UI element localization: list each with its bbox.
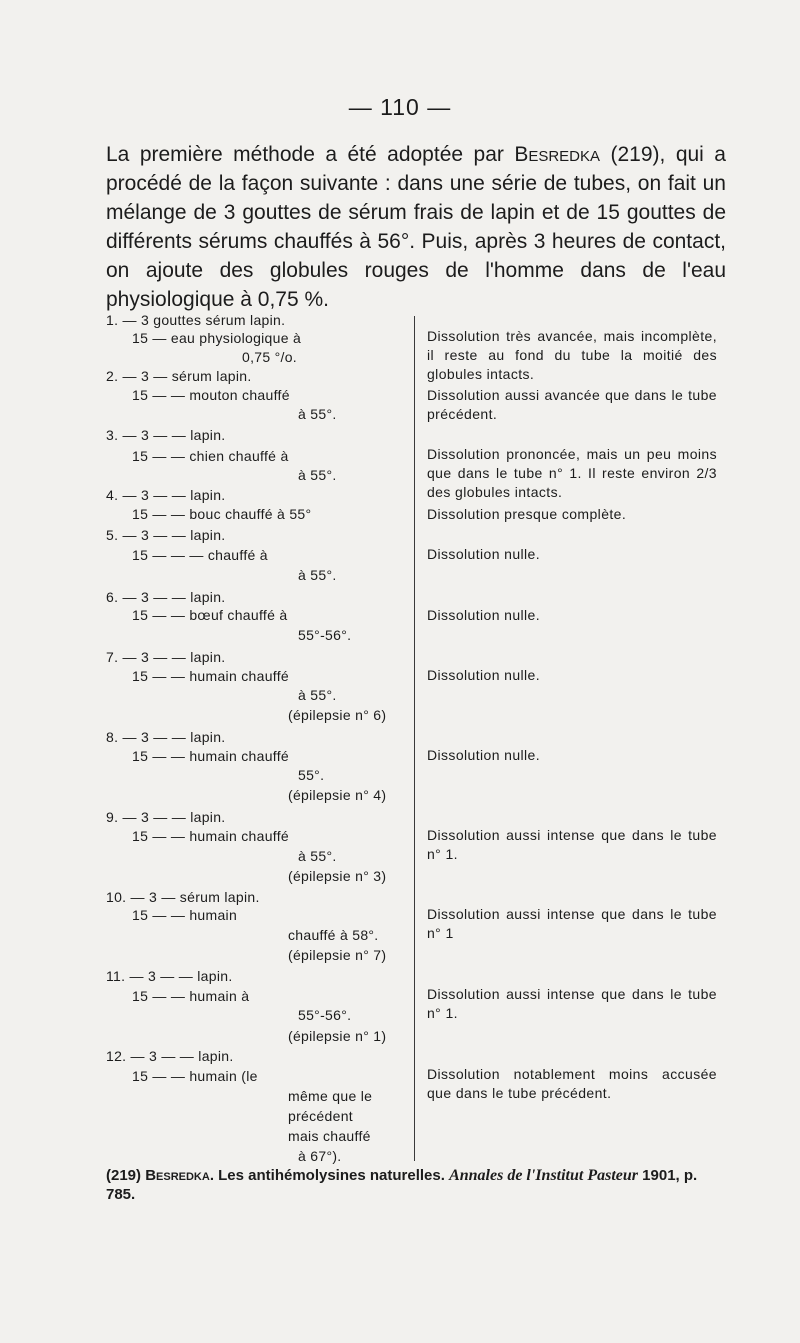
experiment-line: 8. — 3 — — lapin. bbox=[106, 729, 226, 745]
experiment-line: mais chauffé bbox=[288, 1128, 371, 1144]
experiment-line: 7. — 3 — — lapin. bbox=[106, 649, 226, 665]
experiment-line: (épilepsie n° 3) bbox=[288, 868, 387, 884]
result-text: Dissolution nulle. bbox=[427, 546, 541, 562]
footnote bbox=[106, 1166, 716, 1204]
experiment-line: précédent bbox=[288, 1108, 353, 1124]
experiment-line: (épilepsie n° 6) bbox=[288, 707, 387, 723]
experiment-line: 15 — — humain (le bbox=[132, 1068, 258, 1084]
footnote-year: 1901, p. 785. bbox=[106, 1167, 698, 1203]
experiment-line: (épilepsie n° 7) bbox=[288, 947, 387, 963]
experiment-line: à 55°. bbox=[298, 567, 337, 583]
experiment-line: 5. — 3 — — lapin. bbox=[106, 527, 226, 543]
experiment-line: à 55°. bbox=[298, 406, 337, 422]
result-text: Dissolution aussi intense que dans le tube n° 1. bbox=[427, 986, 717, 1021]
experiment-line: 15 — — mouton chauffé bbox=[132, 387, 290, 403]
experiment-line: 55°-56°. bbox=[298, 627, 352, 643]
intro-text-1: La première méthode a été adoptée par bbox=[106, 143, 515, 166]
result-text: Dissolution nulle. bbox=[427, 667, 541, 683]
experiment-line: 15 — — humain bbox=[132, 907, 238, 923]
experiment-line: 15 — — chien chauffé à bbox=[132, 448, 289, 464]
experiment-line: 15 — — — chauffé à bbox=[132, 547, 268, 563]
result-text: Dissolution aussi intense que dans le tube n° 1. bbox=[427, 827, 717, 862]
result-text: Dissolution aussi avancée que dans le tube précédent. bbox=[427, 387, 717, 422]
footnote-journal: Annales de l'Institut Pasteur bbox=[449, 1167, 639, 1184]
experiment-line: à 55°. bbox=[298, 848, 337, 864]
result-text: Dissolution presque complète. bbox=[427, 506, 627, 522]
experiment-line: chauffé à 58°. bbox=[288, 927, 379, 943]
page-number: — 110 — bbox=[348, 94, 452, 120]
experiment-line: même que le bbox=[288, 1088, 373, 1104]
experiment-line: 55°-56°. bbox=[298, 1007, 352, 1023]
experiment-line: 12. — 3 — — lapin. bbox=[106, 1048, 234, 1064]
experiment-line: (épilepsie n° 4) bbox=[288, 787, 387, 803]
intro-text-2: (219), qui a procédé de la façon suivante : dans une série de tubes, on fait un mélange de 3 gouttes de sérum frais de lapin et de 15 gouttes de différents sérums chauffés à 56°. Puis, après 3 heures de contact, on ajoute des globules rouges de l'homme dans de l'eau physiologique à 0,75 %. bbox=[106, 143, 726, 311]
experiment-line: 9. — 3 — — lapin. bbox=[106, 809, 226, 825]
footnote-ref: (219) bbox=[106, 1167, 146, 1184]
experiment-line: 15 — — humain à bbox=[132, 988, 250, 1004]
experiment-line: 2. — 3 — sérum lapin. bbox=[106, 368, 252, 384]
experiment-line: 15 — — bouc chauffé à 55° bbox=[132, 506, 312, 522]
experiment-line: 15 — — humain chauffé bbox=[132, 668, 290, 684]
experiment-line: à 55°. bbox=[298, 687, 337, 703]
experiment-line: 15 — — humain chauffé bbox=[132, 748, 290, 764]
footnote-text: . Les antihémolysines naturelles. bbox=[209, 1167, 450, 1184]
result-text: Dissolution prononcée, mais un peu moins que dans le tube n° 1. Il reste environ 2/3 des globules intacts. bbox=[427, 446, 717, 500]
experiment-line: (épilepsie n° 1) bbox=[288, 1028, 387, 1044]
experiment-line: 55°. bbox=[298, 767, 325, 783]
experiment-line: 6. — 3 — — lapin. bbox=[106, 589, 226, 605]
result-text: Dissolution très avancée, mais incomplète, il reste au fond du tube la moitié des globules intacts. bbox=[427, 328, 717, 382]
result-text: Dissolution nulle. bbox=[427, 607, 541, 623]
footnote-author: Besredka bbox=[145, 1167, 210, 1184]
experiment-line: 1. — 3 gouttes sérum lapin. bbox=[106, 312, 286, 328]
result-text: Dissolution aussi intense que dans le tube n° 1 bbox=[427, 906, 717, 941]
experiment-line: 15 — — humain chauffé bbox=[132, 828, 290, 844]
experiment-line: 0,75 °/o. bbox=[242, 349, 298, 365]
result-text: Dissolution nulle. bbox=[427, 747, 541, 763]
experiment-line: 15 — eau physiologique à bbox=[132, 330, 302, 346]
experiment-line: 3. — 3 — — lapin. bbox=[106, 427, 226, 443]
intro-author: Besredka bbox=[514, 143, 601, 166]
experiment-line: 10. — 3 — sérum lapin. bbox=[106, 889, 260, 905]
result-text: Dissolution notablement moins accusée que dans le tube précédent. bbox=[427, 1066, 717, 1101]
experiment-line: 15 — — bœuf chauffé à bbox=[132, 607, 288, 623]
experiment-line: à 55°. bbox=[298, 467, 337, 483]
experiment-line: à 67°). bbox=[298, 1148, 342, 1164]
experiment-line: 4. — 3 — — lapin. bbox=[106, 487, 226, 503]
experiment-line: 11. — 3 — — lapin. bbox=[106, 968, 233, 984]
